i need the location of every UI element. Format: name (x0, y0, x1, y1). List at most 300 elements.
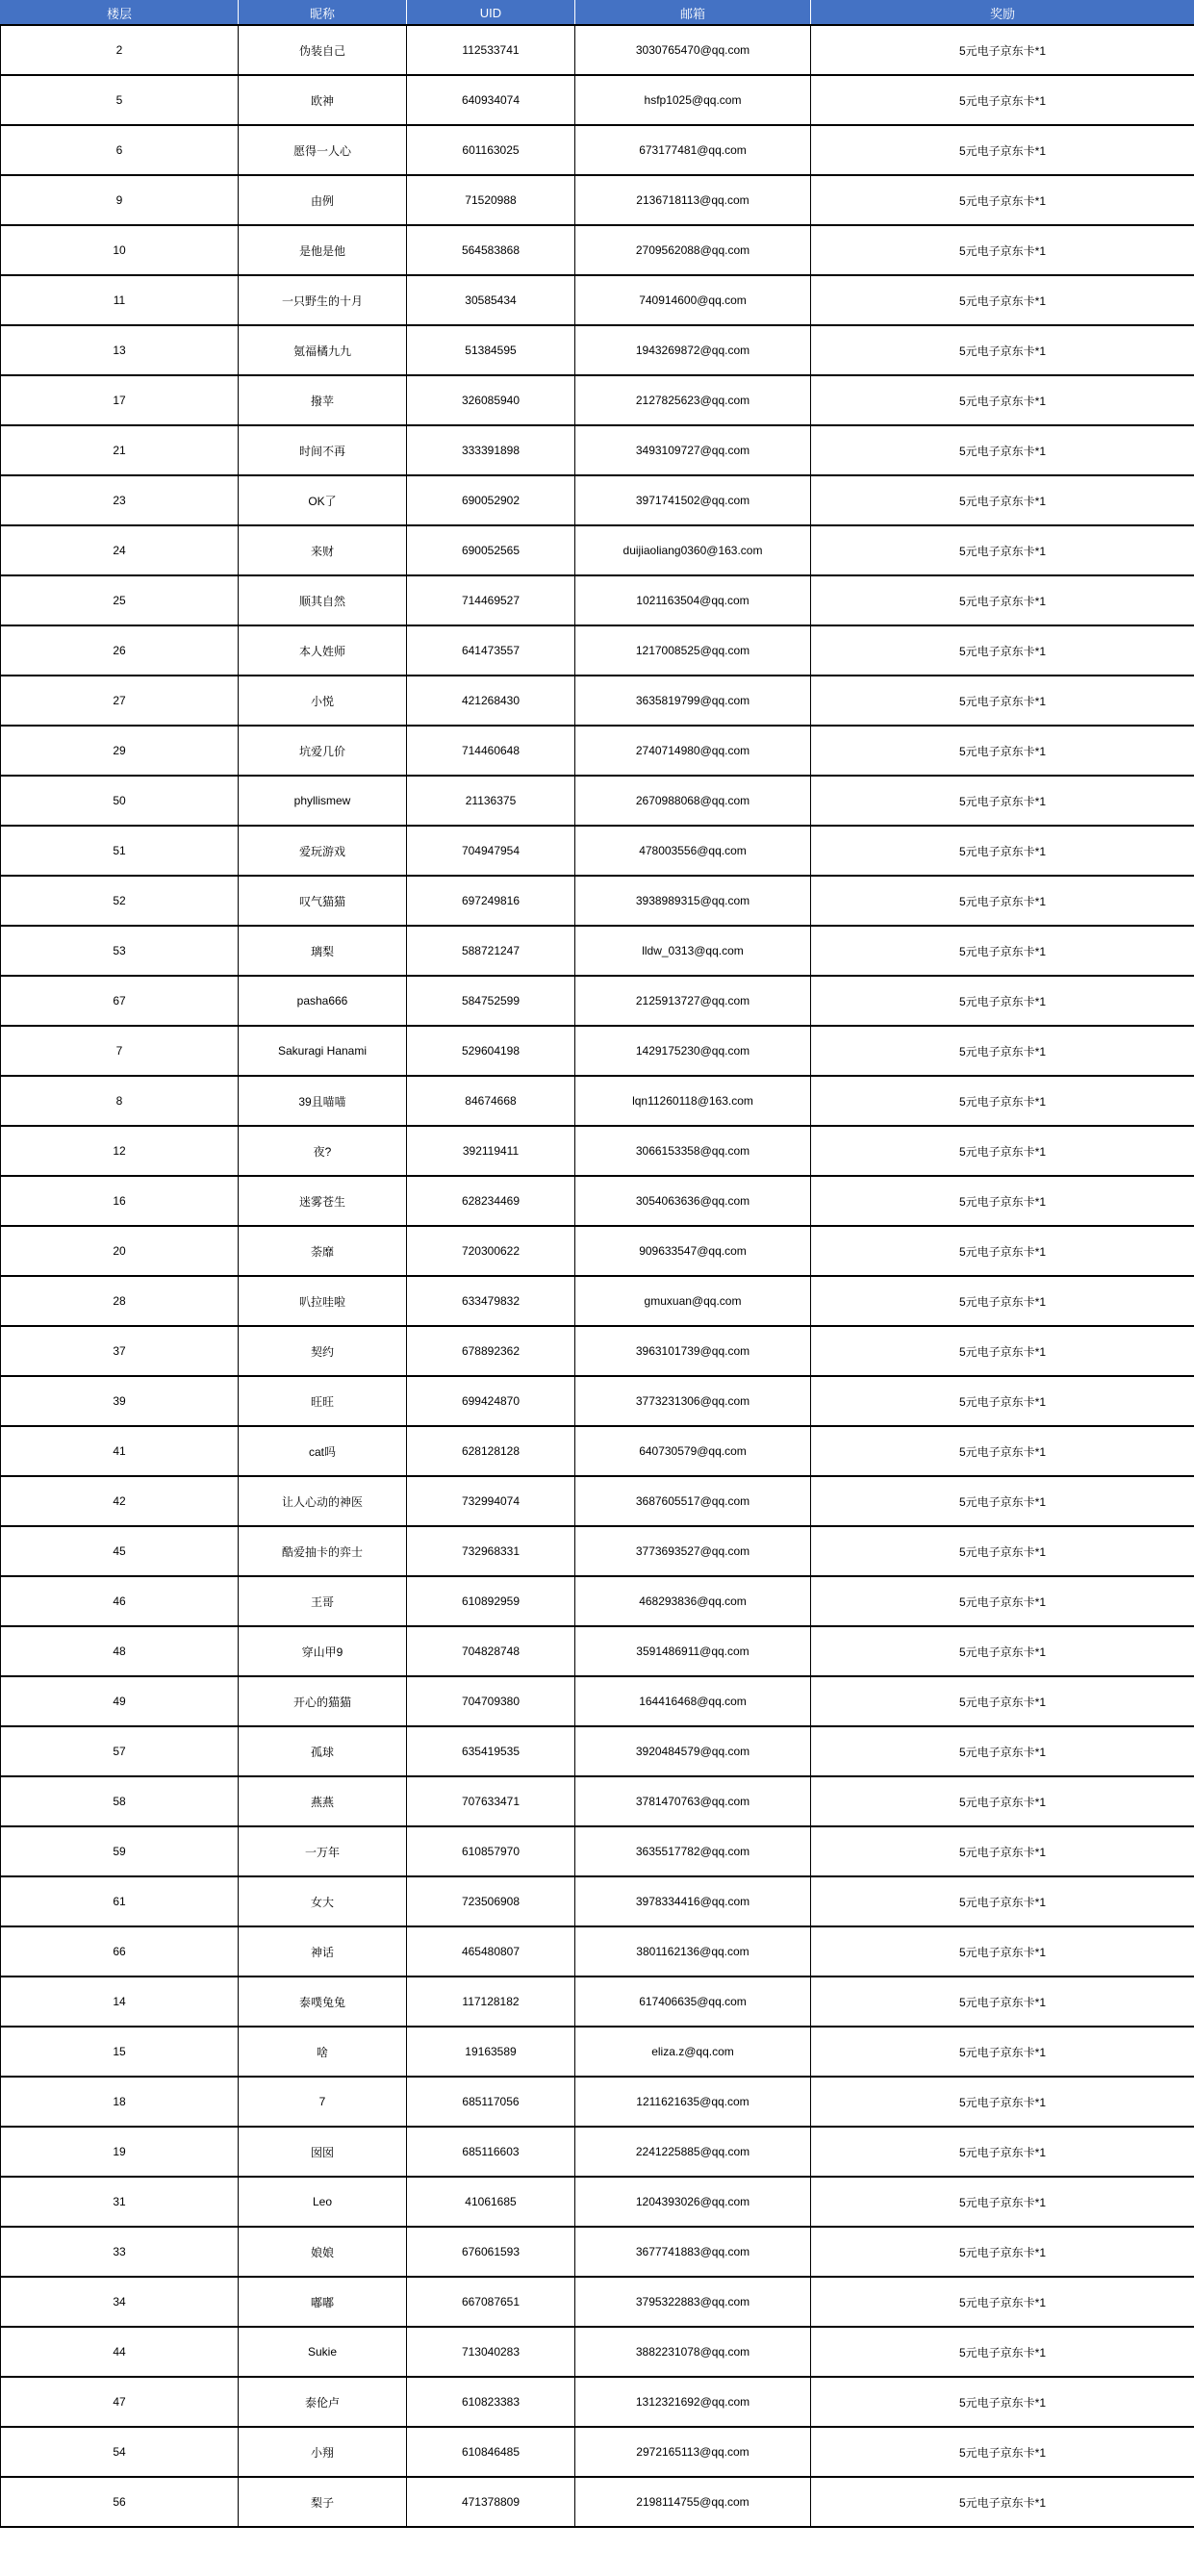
cell-nickname[interactable]: 娘娘 (239, 2227, 407, 2277)
cell-uid[interactable]: 628234469 (407, 1176, 575, 1226)
cell-reward[interactable]: 5元电子京东卡*1 (811, 2327, 1194, 2377)
cell-nickname[interactable]: 囡囡 (239, 2127, 407, 2177)
cell-nickname[interactable]: 一万年 (239, 1826, 407, 1876)
cell-floor[interactable]: 14 (1, 1977, 239, 2027)
cell-email[interactable]: 2740714980@qq.com (575, 726, 811, 776)
cell-floor[interactable]: 58 (1, 1776, 239, 1826)
cell-nickname[interactable]: 酷爱抽卡的弈士 (239, 1526, 407, 1576)
cell-floor[interactable]: 11 (1, 275, 239, 325)
cell-reward[interactable]: 5元电子京东卡*1 (811, 125, 1194, 175)
cell-reward[interactable]: 5元电子京东卡*1 (811, 225, 1194, 275)
table-row (1, 776, 1194, 826)
cell-floor[interactable]: 2 (1, 25, 239, 75)
cell-email[interactable]: 3920484579@qq.com (575, 1726, 811, 1776)
cell-nickname[interactable]: 愿得一人心 (239, 125, 407, 175)
table-row (1, 2377, 1194, 2427)
cell-reward[interactable]: 5元电子京东卡*1 (811, 475, 1194, 525)
cell-floor[interactable]: 13 (1, 325, 239, 375)
cell-email[interactable]: 3493109727@qq.com (575, 425, 811, 475)
cell-floor[interactable]: 50 (1, 776, 239, 826)
cell-nickname[interactable]: 泰伦卢 (239, 2377, 407, 2427)
cell-uid[interactable]: 610857970 (407, 1826, 575, 1876)
table-row (1, 2027, 1194, 2077)
cell-reward[interactable]: 5元电子京东卡*1 (811, 1626, 1194, 1676)
cell-reward[interactable]: 5元电子京东卡*1 (811, 1426, 1194, 1476)
cell-floor[interactable]: 33 (1, 2227, 239, 2277)
cell-reward[interactable]: 5元电子京东卡*1 (811, 1876, 1194, 1926)
header-floor: 楼层 (1, 1, 239, 26)
cell-floor[interactable]: 25 (1, 575, 239, 625)
cell-nickname[interactable]: 顺其自然 (239, 575, 407, 625)
table-row (1, 676, 1194, 726)
table-row (1, 425, 1194, 475)
cell-email[interactable]: 909633547@qq.com (575, 1226, 811, 1276)
cell-nickname[interactable]: 泰噗兔兔 (239, 1977, 407, 2027)
cell-reward[interactable]: 5元电子京东卡*1 (811, 375, 1194, 425)
table-row (1, 2127, 1194, 2177)
cell-floor[interactable]: 52 (1, 876, 239, 926)
table-row (1, 2327, 1194, 2377)
cell-uid[interactable]: 71520988 (407, 175, 575, 225)
cell-email[interactable]: 1943269872@qq.com (575, 325, 811, 375)
cell-uid[interactable]: 640934074 (407, 75, 575, 125)
cell-email[interactable]: eliza.z@qq.com (575, 2027, 811, 2077)
table-row (1, 2477, 1194, 2527)
cell-floor[interactable]: 37 (1, 1326, 239, 1376)
table-row (1, 1026, 1194, 1076)
table-row (1, 726, 1194, 776)
table-row (1, 75, 1194, 125)
cell-uid[interactable]: 707633471 (407, 1776, 575, 1826)
cell-email[interactable]: 2972165113@qq.com (575, 2427, 811, 2477)
cell-email[interactable]: 3054063636@qq.com (575, 1176, 811, 1226)
table-row (1, 25, 1194, 75)
cell-email[interactable]: 2125913727@qq.com (575, 976, 811, 1026)
cell-uid[interactable]: 601163025 (407, 125, 575, 175)
cell-floor[interactable]: 57 (1, 1726, 239, 1776)
cell-uid[interactable]: 723506908 (407, 1876, 575, 1926)
cell-uid[interactable]: 19163589 (407, 2027, 575, 2077)
cell-floor[interactable]: 31 (1, 2177, 239, 2227)
cell-email[interactable]: 3882231078@qq.com (575, 2327, 811, 2377)
cell-floor[interactable]: 28 (1, 1276, 239, 1326)
cell-email[interactable]: 3635819799@qq.com (575, 676, 811, 726)
cell-nickname[interactable]: Sukie (239, 2327, 407, 2377)
cell-floor[interactable]: 15 (1, 2027, 239, 2077)
cell-floor[interactable]: 51 (1, 826, 239, 876)
cell-nickname[interactable]: 让人心动的神医 (239, 1476, 407, 1526)
cell-uid[interactable]: 704828748 (407, 1626, 575, 1676)
cell-uid[interactable]: 690052565 (407, 525, 575, 575)
cell-floor[interactable]: 41 (1, 1426, 239, 1476)
cell-nickname[interactable]: 由例 (239, 175, 407, 225)
table-row (1, 1476, 1194, 1526)
cell-nickname[interactable]: 荼靡 (239, 1226, 407, 1276)
cell-uid[interactable]: 697249816 (407, 876, 575, 926)
cell-uid[interactable]: 610823383 (407, 2377, 575, 2427)
cell-uid[interactable]: 732994074 (407, 1476, 575, 1526)
table-row (1, 325, 1194, 375)
cell-floor[interactable]: 47 (1, 2377, 239, 2427)
cell-floor[interactable]: 19 (1, 2127, 239, 2177)
cell-uid[interactable]: 704709380 (407, 1676, 575, 1726)
cell-nickname[interactable]: 迷雾苍生 (239, 1176, 407, 1226)
cell-uid[interactable]: 714469527 (407, 575, 575, 625)
cell-nickname[interactable]: 坑爱几价 (239, 726, 407, 776)
cell-email[interactable]: duijiaoliang0360@163.com (575, 525, 811, 575)
cell-email[interactable]: 3938989315@qq.com (575, 876, 811, 926)
cell-nickname[interactable]: 时间不再 (239, 425, 407, 475)
cell-nickname[interactable]: 嘟嘟 (239, 2277, 407, 2327)
table-row (1, 976, 1194, 1026)
cell-floor[interactable]: 34 (1, 2277, 239, 2327)
cell-uid[interactable]: 465480807 (407, 1926, 575, 1977)
header-row (1, 1, 1194, 26)
cell-nickname[interactable]: 小悦 (239, 676, 407, 726)
table-row (1, 2177, 1194, 2227)
cell-reward[interactable]: 5元电子京东卡*1 (811, 1977, 1194, 2027)
cell-email[interactable]: 3801162136@qq.com (575, 1926, 811, 1977)
cell-floor[interactable]: 61 (1, 1876, 239, 1926)
cell-floor[interactable]: 16 (1, 1176, 239, 1226)
cell-email[interactable]: 673177481@qq.com (575, 125, 811, 175)
cell-nickname[interactable]: 欧神 (239, 75, 407, 125)
cell-email[interactable]: 1429175230@qq.com (575, 1026, 811, 1076)
cell-reward[interactable]: 5元电子京东卡*1 (811, 75, 1194, 125)
cell-floor[interactable]: 26 (1, 625, 239, 676)
cell-uid[interactable]: 529604198 (407, 1026, 575, 1076)
cell-reward[interactable]: 5元电子京东卡*1 (811, 776, 1194, 826)
cell-reward[interactable]: 5元电子京东卡*1 (811, 2177, 1194, 2227)
cell-floor[interactable]: 29 (1, 726, 239, 776)
cell-reward[interactable]: 5元电子京东卡*1 (811, 25, 1194, 75)
cell-uid[interactable]: 635419535 (407, 1726, 575, 1776)
cell-email[interactable]: 3066153358@qq.com (575, 1126, 811, 1176)
cell-nickname[interactable]: 王哥 (239, 1576, 407, 1626)
cell-floor[interactable]: 48 (1, 1626, 239, 1676)
cell-reward[interactable]: 5元电子京东卡*1 (811, 1126, 1194, 1176)
cell-floor[interactable]: 18 (1, 2077, 239, 2127)
cell-reward[interactable]: 5元电子京东卡*1 (811, 325, 1194, 375)
table-row (1, 876, 1194, 926)
cell-email[interactable]: 3963101739@qq.com (575, 1326, 811, 1376)
cell-email[interactable]: 164416468@qq.com (575, 1676, 811, 1726)
cell-floor[interactable]: 67 (1, 976, 239, 1026)
cell-email[interactable]: 468293836@qq.com (575, 1576, 811, 1626)
cell-uid[interactable]: 676061593 (407, 2227, 575, 2277)
cell-reward[interactable]: 5元电子京东卡*1 (811, 275, 1194, 325)
cell-floor[interactable]: 10 (1, 225, 239, 275)
cell-reward[interactable]: 5元电子京东卡*1 (811, 1926, 1194, 1977)
cell-floor[interactable]: 6 (1, 125, 239, 175)
cell-uid[interactable]: 584752599 (407, 976, 575, 1026)
cell-reward[interactable]: 5元电子京东卡*1 (811, 2477, 1194, 2527)
table-row (1, 1576, 1194, 1626)
cell-email[interactable]: 617406635@qq.com (575, 1977, 811, 2027)
table-row (1, 1776, 1194, 1826)
table-row (1, 1126, 1194, 1176)
cell-reward[interactable]: 5元电子京东卡*1 (811, 1026, 1194, 1076)
cell-uid[interactable]: 633479832 (407, 1276, 575, 1326)
cell-floor[interactable]: 23 (1, 475, 239, 525)
cell-nickname[interactable]: 夜? (239, 1126, 407, 1176)
cell-nickname[interactable]: 叹气猫猫 (239, 876, 407, 926)
cell-uid[interactable]: 564583868 (407, 225, 575, 275)
cell-email[interactable]: 1312321692@qq.com (575, 2377, 811, 2427)
cell-floor[interactable]: 5 (1, 75, 239, 125)
cell-reward[interactable]: 5元电子京东卡*1 (811, 726, 1194, 776)
header-email: 邮箱 (575, 1, 811, 26)
cell-email[interactable]: 3795322883@qq.com (575, 2277, 811, 2327)
cell-nickname[interactable]: phyllismew (239, 776, 407, 826)
cell-uid[interactable]: 685117056 (407, 2077, 575, 2127)
cell-reward[interactable]: 5元电子京东卡*1 (811, 1226, 1194, 1276)
cell-email[interactable]: 2198114755@qq.com (575, 2477, 811, 2527)
cell-floor[interactable]: 20 (1, 1226, 239, 1276)
cell-email[interactable]: 3030765470@qq.com (575, 25, 811, 75)
cell-floor[interactable]: 46 (1, 1576, 239, 1626)
table-row (1, 1376, 1194, 1426)
cell-uid[interactable]: 720300622 (407, 1226, 575, 1276)
cell-reward[interactable]: 5元电子京东卡*1 (811, 1526, 1194, 1576)
cell-email[interactable]: 3781470763@qq.com (575, 1776, 811, 1826)
table-row (1, 1426, 1194, 1476)
cell-email[interactable]: 478003556@qq.com (575, 826, 811, 876)
cell-nickname[interactable]: 是他是他 (239, 225, 407, 275)
cell-uid[interactable]: 667087651 (407, 2277, 575, 2327)
cell-uid[interactable]: 588721247 (407, 926, 575, 976)
cell-uid[interactable]: 699424870 (407, 1376, 575, 1426)
table-body (1, 25, 1194, 2527)
cell-nickname[interactable]: 啥 (239, 2027, 407, 2077)
cell-uid[interactable]: 628128128 (407, 1426, 575, 1476)
cell-uid[interactable]: 51384595 (407, 325, 575, 375)
cell-uid[interactable]: 685116603 (407, 2127, 575, 2177)
cell-reward[interactable]: 5元电子京东卡*1 (811, 525, 1194, 575)
cell-nickname[interactable]: 撥苹 (239, 375, 407, 425)
table-row (1, 275, 1194, 325)
cell-nickname[interactable]: pasha666 (239, 976, 407, 1026)
cell-nickname[interactable]: OK了 (239, 475, 407, 525)
cell-floor[interactable]: 45 (1, 1526, 239, 1576)
cell-email[interactable]: 740914600@qq.com (575, 275, 811, 325)
cell-email[interactable]: 640730579@qq.com (575, 1426, 811, 1476)
table-row (1, 375, 1194, 425)
cell-floor[interactable]: 24 (1, 525, 239, 575)
table-row (1, 225, 1194, 275)
cell-email[interactable]: 1021163504@qq.com (575, 575, 811, 625)
cell-reward[interactable]: 5元电子京东卡*1 (811, 425, 1194, 475)
table-row (1, 125, 1194, 175)
cell-uid[interactable]: 21136375 (407, 776, 575, 826)
cell-nickname[interactable]: 女大 (239, 1876, 407, 1926)
cell-floor[interactable]: 8 (1, 1076, 239, 1126)
cell-uid[interactable]: 704947954 (407, 826, 575, 876)
cell-floor[interactable]: 42 (1, 1476, 239, 1526)
cell-reward[interactable]: 5元电子京东卡*1 (811, 826, 1194, 876)
cell-nickname[interactable]: 璃梨 (239, 926, 407, 976)
table-row (1, 1226, 1194, 1276)
table-row (1, 175, 1194, 225)
cell-nickname[interactable]: 孤球 (239, 1726, 407, 1776)
table-row (1, 2077, 1194, 2127)
cell-nickname[interactable]: 燕燕 (239, 1776, 407, 1826)
cell-uid[interactable]: 117128182 (407, 1977, 575, 2027)
cell-nickname[interactable]: 开心的猫猫 (239, 1676, 407, 1726)
cell-email[interactable]: 3978334416@qq.com (575, 1876, 811, 1926)
cell-floor[interactable]: 59 (1, 1826, 239, 1876)
cell-nickname[interactable]: 39且喵喵 (239, 1076, 407, 1126)
cell-floor[interactable]: 49 (1, 1676, 239, 1726)
table-row (1, 1726, 1194, 1776)
cell-email[interactable]: 3773231306@qq.com (575, 1376, 811, 1426)
cell-nickname[interactable]: 穿山甲9 (239, 1626, 407, 1676)
cell-nickname[interactable]: 一只野生的十月 (239, 275, 407, 325)
cell-nickname[interactable]: 伪装自己 (239, 25, 407, 75)
cell-reward[interactable]: 5元电子京东卡*1 (811, 175, 1194, 225)
cell-nickname[interactable]: 爱玩游戏 (239, 826, 407, 876)
table-row (1, 1276, 1194, 1326)
cell-reward[interactable]: 5元电子京东卡*1 (811, 1076, 1194, 1126)
table-row (1, 1977, 1194, 2027)
cell-reward[interactable]: 5元电子京东卡*1 (811, 1176, 1194, 1226)
cell-email[interactable]: 2136718113@qq.com (575, 175, 811, 225)
cell-nickname[interactable]: 神话 (239, 1926, 407, 1977)
cell-nickname[interactable]: 氪福橘九九 (239, 325, 407, 375)
cell-uid[interactable]: 41061685 (407, 2177, 575, 2227)
cell-reward[interactable]: 5元电子京东卡*1 (811, 2077, 1194, 2127)
cell-email[interactable]: 1211621635@qq.com (575, 2077, 811, 2127)
cell-nickname[interactable]: 来财 (239, 525, 407, 575)
cell-email[interactable]: 2709562088@qq.com (575, 225, 811, 275)
cell-nickname[interactable]: 7 (239, 2077, 407, 2127)
cell-reward[interactable]: 5元电子京东卡*1 (811, 1476, 1194, 1526)
cell-email[interactable]: 3677741883@qq.com (575, 2227, 811, 2277)
cell-nickname[interactable]: cat吗 (239, 1426, 407, 1476)
cell-email[interactable]: 3687605517@qq.com (575, 1476, 811, 1526)
cell-reward[interactable]: 5元电子京东卡*1 (811, 1576, 1194, 1626)
table-row (1, 2277, 1194, 2327)
cell-reward[interactable]: 5元电子京东卡*1 (811, 976, 1194, 1026)
cell-nickname[interactable]: 契约 (239, 1326, 407, 1376)
cell-email[interactable]: 3635517782@qq.com (575, 1826, 811, 1876)
cell-nickname[interactable]: 本人姓师 (239, 625, 407, 676)
cell-email[interactable]: gmuxuan@qq.com (575, 1276, 811, 1326)
cell-email[interactable]: 3591486911@qq.com (575, 1626, 811, 1676)
cell-email[interactable]: 3971741502@qq.com (575, 475, 811, 525)
cell-email[interactable]: hsfp1025@qq.com (575, 75, 811, 125)
cell-uid[interactable]: 714460648 (407, 726, 575, 776)
cell-uid[interactable]: 732968331 (407, 1526, 575, 1576)
cell-reward[interactable]: 5元电子京东卡*1 (811, 1826, 1194, 1876)
cell-floor[interactable]: 54 (1, 2427, 239, 2477)
cell-uid[interactable]: 610846485 (407, 2427, 575, 2477)
table-row (1, 1526, 1194, 1576)
cell-email[interactable]: 2127825623@qq.com (575, 375, 811, 425)
cell-floor[interactable]: 7 (1, 1026, 239, 1076)
cell-uid[interactable]: 421268430 (407, 676, 575, 726)
cell-reward[interactable]: 5元电子京东卡*1 (811, 2127, 1194, 2177)
table-row (1, 625, 1194, 676)
cell-reward[interactable]: 5元电子京东卡*1 (811, 1326, 1194, 1376)
cell-floor[interactable]: 66 (1, 1926, 239, 1977)
cell-uid[interactable]: 610892959 (407, 1576, 575, 1626)
cell-email[interactable]: 3773693527@qq.com (575, 1526, 811, 1576)
cell-floor[interactable]: 39 (1, 1376, 239, 1426)
cell-uid[interactable]: 392119411 (407, 1126, 575, 1176)
cell-reward[interactable]: 5元电子京东卡*1 (811, 1726, 1194, 1776)
cell-reward[interactable]: 5元电子京东卡*1 (811, 2277, 1194, 2327)
cell-nickname[interactable]: 梨子 (239, 2477, 407, 2527)
cell-floor[interactable]: 27 (1, 676, 239, 726)
cell-nickname[interactable]: 小翔 (239, 2427, 407, 2477)
cell-floor[interactable]: 44 (1, 2327, 239, 2377)
cell-reward[interactable]: 5元电子京东卡*1 (811, 926, 1194, 976)
cell-reward[interactable]: 5元电子京东卡*1 (811, 1676, 1194, 1726)
table-row (1, 1876, 1194, 1926)
cell-uid[interactable]: 678892362 (407, 1326, 575, 1376)
cell-uid[interactable]: 713040283 (407, 2327, 575, 2377)
cell-uid[interactable]: 471378809 (407, 2477, 575, 2527)
table-row (1, 926, 1194, 976)
cell-nickname[interactable]: Leo (239, 2177, 407, 2227)
table-row (1, 2427, 1194, 2477)
cell-uid[interactable]: 326085940 (407, 375, 575, 425)
table-row (1, 1626, 1194, 1676)
cell-reward[interactable]: 5元电子京东卡*1 (811, 575, 1194, 625)
cell-reward[interactable]: 5元电子京东卡*1 (811, 676, 1194, 726)
cell-reward[interactable]: 5元电子京东卡*1 (811, 1376, 1194, 1426)
cell-email[interactable]: 1217008525@qq.com (575, 625, 811, 676)
cell-uid[interactable]: 641473557 (407, 625, 575, 676)
cell-reward[interactable]: 5元电子京东卡*1 (811, 876, 1194, 926)
table-row (1, 1676, 1194, 1726)
cell-nickname[interactable]: Sakuragi Hanami (239, 1026, 407, 1076)
cell-uid[interactable]: 112533741 (407, 25, 575, 75)
cell-reward[interactable]: 5元电子京东卡*1 (811, 1276, 1194, 1326)
cell-reward[interactable]: 5元电子京东卡*1 (811, 625, 1194, 676)
cell-floor[interactable]: 21 (1, 425, 239, 475)
cell-reward[interactable]: 5元电子京东卡*1 (811, 2227, 1194, 2277)
cell-reward[interactable]: 5元电子京东卡*1 (811, 2377, 1194, 2427)
cell-nickname[interactable]: 叭拉哇啦 (239, 1276, 407, 1326)
header-reward: 奖励 (811, 1, 1194, 26)
table-row (1, 1826, 1194, 1876)
header-uid: UID (407, 1, 575, 26)
cell-email[interactable]: 2670988068@qq.com (575, 776, 811, 826)
table-row (1, 575, 1194, 625)
cell-floor[interactable]: 12 (1, 1126, 239, 1176)
table-row (1, 525, 1194, 575)
cell-email[interactable]: 1204393026@qq.com (575, 2177, 811, 2227)
cell-uid[interactable]: 30585434 (407, 275, 575, 325)
cell-uid[interactable]: 690052902 (407, 475, 575, 525)
cell-floor[interactable]: 9 (1, 175, 239, 225)
cell-floor[interactable]: 56 (1, 2477, 239, 2527)
cell-email[interactable]: 2241225885@qq.com (575, 2127, 811, 2177)
cell-floor[interactable]: 17 (1, 375, 239, 425)
table-row (1, 1326, 1194, 1376)
cell-email[interactable]: lqn11260118@163.com (575, 1076, 811, 1126)
cell-uid[interactable]: 333391898 (407, 425, 575, 475)
cell-reward[interactable]: 5元电子京东卡*1 (811, 2427, 1194, 2477)
cell-reward[interactable]: 5元电子京东卡*1 (811, 1776, 1194, 1826)
cell-floor[interactable]: 53 (1, 926, 239, 976)
cell-nickname[interactable]: 旺旺 (239, 1376, 407, 1426)
cell-email[interactable]: lldw_0313@qq.com (575, 926, 811, 976)
cell-reward[interactable]: 5元电子京东卡*1 (811, 2027, 1194, 2077)
cell-uid[interactable]: 84674668 (407, 1076, 575, 1126)
